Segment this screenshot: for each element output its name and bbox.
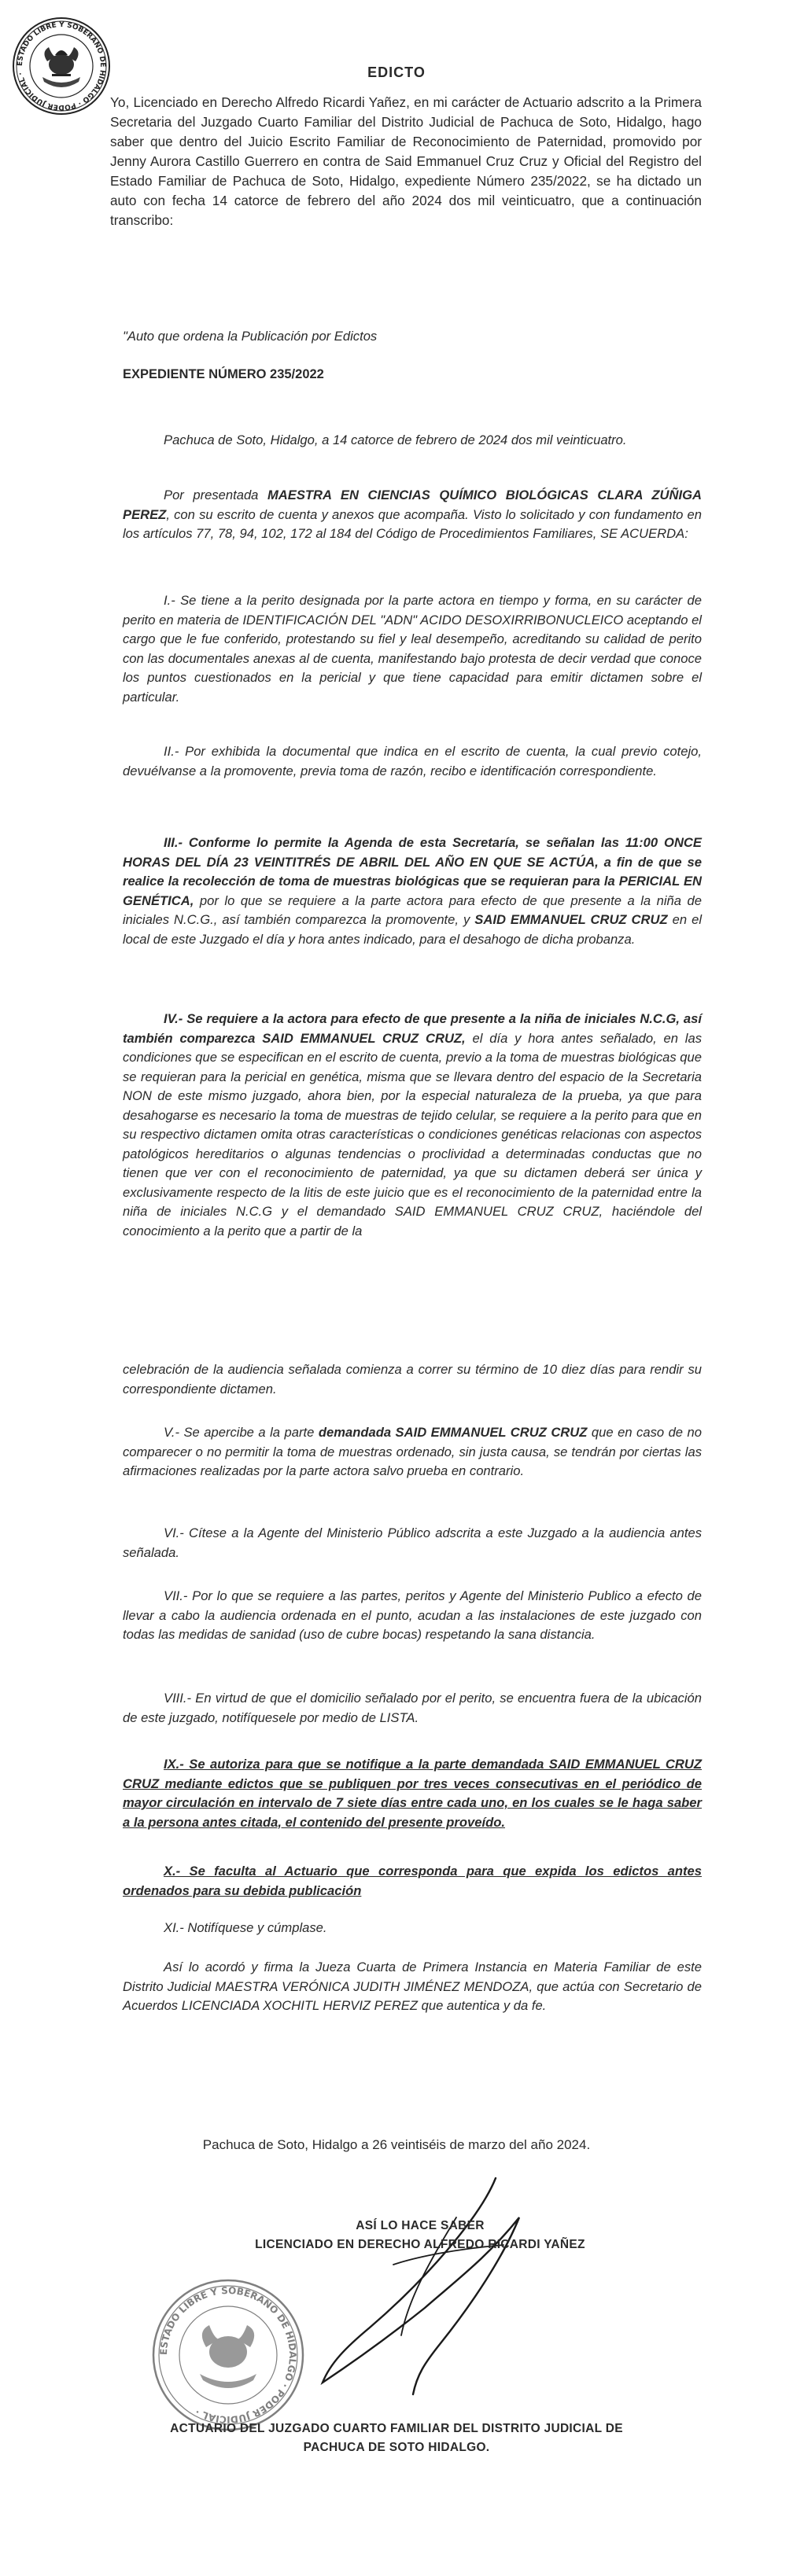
paragraph-point-2: II.- Por exhibida la documental que indica en el escrito de cuenta, la cual previo cotejo, devuélvanse a la promovente, previa toma de razón, recibo e identificación correspondiente. xyxy=(123,744,702,778)
presentada-text-2: , con su escrito de cuenta y anexos que acompaña. Visto lo solicitado y con fundamento en los artículos 77, 78, 94, 102, 172 al 184 del Código de Procedimientos Familiares, SE ACUERDA: xyxy=(123,506,702,541)
auto-date: Pachuca de Soto, Hidalgo, a 14 catorce de febrero de 2024 dos mil veinticuatro. xyxy=(164,432,627,447)
paragraph-point-11: XI.- Notifíquese y cúmplase. xyxy=(164,1920,327,1935)
point-5-text-2: que en caso de no comparecer o no permitir la toma de muestras ordenado, sin justa causa, se tendrán por ciertas las afirmaciones realizadas por la parte actora salvo prueba en contrario. xyxy=(123,1425,702,1478)
paragraph-closing: Así lo acordó y firma la Jueza Cuarta de Primera Instancia en Materia Familiar de este Distrito Judicial MAESTRA VERÓNICA JUDITH JIMÉNEZ MENDOZA, que actúa con Secretario de Acuerdos LICENCIADA XOCHITL HERVIZ PEREZ que autentica y da fe. xyxy=(123,1960,702,2013)
signature-icon xyxy=(299,2170,551,2406)
auto-heading-text: "Auto que ordena la Publicación por Edictos xyxy=(123,329,378,344)
signature-caption: ASÍ LO HACE SABER xyxy=(356,2219,485,2232)
signer-name: LICENCIADO EN DERECHO ALFREDO RICARDI YAÑEZ xyxy=(255,2238,585,2251)
point-5-name: demandada SAID EMMANUEL CRUZ CRUZ xyxy=(318,1425,588,1440)
intro-paragraph: Yo, Licenciado en Derecho Alfredo Ricardi Yañez, en mi carácter de Actuario adscrito a la Primera Secretaria del Juzgado Cuarto Familiar del Distrito Judicial de Pachuca de Soto, Hidalgo, hago saber que dentro del Juicio Escrito Familiar de Reconocimiento de Paternidad, promovido por Jenny Aurora Castillo Guerrero en contra de Said Emmanuel Cruz Cruz y Oficial del Registro del Estado Familiar de Pachuca de Soto, Hidalgo, expediente Número 235/2022, se ha dictado un auto con fecha 14 catorce de febrero del año 2024 dos mil veinticuatro, que a continuación transcribo: xyxy=(110,94,702,228)
paragraph-point-9: IX.- Se autoriza para que se notifique a la parte demandada SAID EMMANUEL CRUZ CRUZ mediante edictos que se publiquen por tres veces consecutivas en el periódico de mayor circulación en intervalo de 7 siete días entre cada uno, en los cuales se le haga saber a la persona antes citada, el contenido del presente proveído. xyxy=(123,1757,702,1830)
expediente-number: EXPEDIENTE NÚMERO 235/2022 xyxy=(123,367,324,381)
auto-heading xyxy=(123,327,702,347)
point-3-text: por lo que se requiere a la parte actora para efecto de que presente a la niña de iniciales N.C.G., así también comparezca la promovente, y xyxy=(123,892,702,927)
point-3-bold: III.- Conforme lo permite la Agenda de esta Secretaría, se señalan las 11:00 ONCE HORAS DEL DÍA 23 VEINTITRÉS DE ABRIL DEL AÑO EN QUE SE ACTÚA, a fin de que se realice la recolección de toma de muestras biológicas que se requieran para la PERICIAL EN GENÉTICA, xyxy=(123,835,702,908)
signer-role-line-1: ACTUARIO DEL JUZGADO CUARTO FAMILIAR DEL DISTRITO JUDICIAL DE xyxy=(170,2422,623,2435)
point-5-text-1: V.- Se apercibe a la parte xyxy=(164,1425,319,1440)
point-3-name: SAID EMMANUEL CRUZ CRUZ xyxy=(474,912,668,927)
page-break-gap xyxy=(118,1329,716,1356)
point-4-text: el día y hora antes señalado, en las condiciones que se especifican en el escrito de cuenta, previo a la toma de muestras biológicas que se requieran para la pericial en genética, misma que se llevara dentro del espacio de la Secretaria NON de este mismo juzgado, ahora bien, por la especial naturaleza de la prueba, ya que para desahogarse es necesario la toma de muestras de tejido celular, se requiere a la perito para que en su respectivo dictamen omita otras características o condiciones genéticas relacionas con aspectos patológicos hereditarios o algunas tendencias o proclividad a determinadas conductas que no tienen que ver con el reconocimiento de paternidad, ya que su dictamen deberá ser única y exclusivamente respecto de la litis de este juicio que es el reconocimiento de la paternidad entre la niña de iniciales N.C.G y el demandado SAID EMMANUEL CRUZ CRUZ, haciéndole del conocimiento a la perito que a partir de la xyxy=(123,1030,702,1238)
point-3-end: en el local de este Juzgado el día y hora antes indicado, para el desahogo de dicha probanza. xyxy=(123,912,703,947)
issue-date: Pachuca de Soto, Hidalgo a 26 veintiséis de marzo del año 2024. xyxy=(202,2137,591,2152)
paragraph-presentada xyxy=(123,486,702,544)
paragraph-point-5 xyxy=(123,1423,702,1481)
paragraph-point-10: X.- Se faculta al Actuario que corresponda para que expida los edictos antes ordenados para su debida publicación xyxy=(123,1864,702,1898)
seal-bottom-lettering: ESTADO LIBRE Y SOBERANO DE HIDALGO · PODER JUDICIAL · xyxy=(157,2284,299,2426)
paragraph-point-1: I.- Se tiene a la perito designada por la parte actora en tiempo y forma, en su carácter de perito en materia de IDENTIFICACIÓN DEL "ADN" ACIDO DESOXIRRIBONUCLEICO aceptando el cargo que le fue conferido, protestando su fiel y leal desempeño, acreditando su calidad de perito con las documentales anexas al de cuenta, manifestando bajo protesta de decir verdad que conoce los puntos cuestionados en la pericial y que tiene capacidad para emitir dictamen sobre el particular. xyxy=(123,593,702,705)
seal-lettering: ESTADO LIBRE Y SOBERANO DE HIDALGO · PODER JUDICIAL · xyxy=(16,20,107,112)
paragraph-point-6: VI.- Cítese a la Agente del Ministerio Público adscrita a este Juzgado a la audiencia antes señalada. xyxy=(123,1525,702,1560)
signer-role-line-2: PACHUCA DE SOTO HIDALGO. xyxy=(303,2441,490,2454)
court-seal-bottom-icon xyxy=(149,2276,307,2434)
paragraph-point-3 xyxy=(123,834,702,949)
document-title: EDICTO xyxy=(367,64,426,80)
point-4-bold: IV.- Se requiere a la actora para efecto de que presente a la niña de iniciales N.C.G, así también comparezca SAID EMMANUEL CRUZ CRUZ, xyxy=(123,1011,702,1046)
presentada-name: MAESTRA EN CIENCIAS QUÍMICO BIOLÓGICAS CLARA ZÚÑIGA PEREZ xyxy=(123,488,702,522)
paragraph-point-7: VII.- Por lo que se requiere a las partes, peritos y Agente del Ministerio Publico a efecto de llevar a cabo la audiencia ordenada en el punto, acudan a las instalaciones de este juzgado con todas las medidas de sanidad (uso de cubre bocas) respetando la sana distancia. xyxy=(123,1588,702,1642)
presentada-text-1: Por presentada xyxy=(164,488,267,502)
paragraph-point-4-continued: celebración de la audiencia señalada comienza a correr su término de 10 diez días para rendir su correspondiente dictamen. xyxy=(123,1362,702,1397)
paragraph-point-8: VIII.- En virtud de que el domicilio señalado por el perito, se encuentra fuera de la ubicación de este juzgado, notifíquesele por medio de LISTA. xyxy=(123,1691,702,1725)
paragraph-point-4 xyxy=(123,1010,702,1241)
